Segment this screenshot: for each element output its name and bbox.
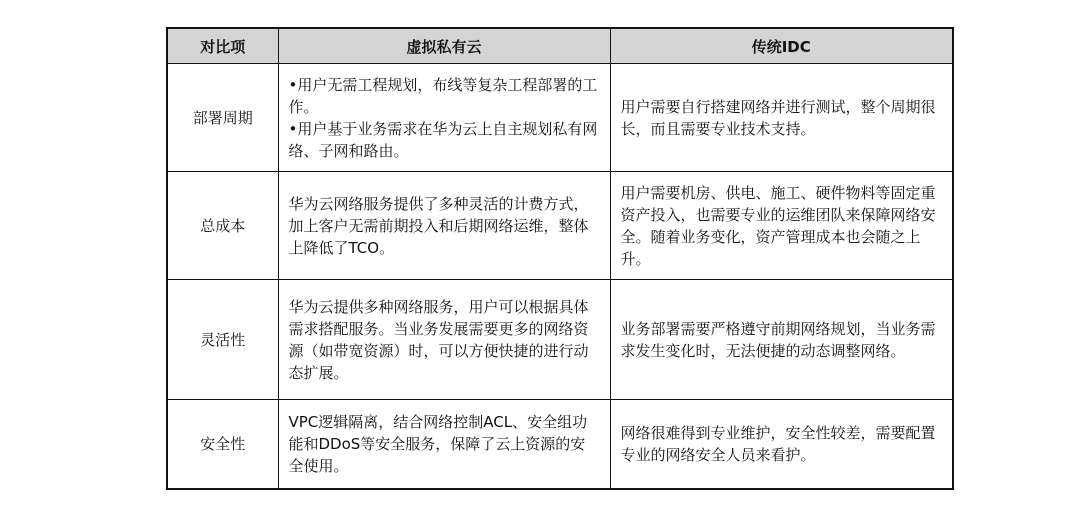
header-idc: 传统IDC xyxy=(610,28,953,64)
table-row xyxy=(167,172,953,280)
header-vpc: 虚拟私有云 xyxy=(278,28,610,64)
idc-cell: 用户需要自行搭建网络并进行测试，整个周期很长，而且需要专业技术支持。 xyxy=(610,64,953,172)
vpc-cell: 华为云网络服务提供了多种灵活的计费方式，加上客户无需前期投入和后期网络运维，整体上降低了TCO。 xyxy=(278,172,610,280)
comparison-table xyxy=(166,27,954,490)
table-row xyxy=(167,64,953,172)
idc-cell: 网络很难得到专业维护，安全性较差，需要配置专业的网络安全人员来看护。 xyxy=(610,400,953,490)
vpc-cell: VPC逻辑隔离，结合网络控制ACL、安全组功能和DDoS等安全服务，保障了云上资源的安全使用。 xyxy=(278,400,610,490)
header-item: 对比项 xyxy=(167,28,278,64)
vpc-bullet: •用户基于业务需求在华为云上自主规划私有网络、子网和路由。 xyxy=(288,119,598,160)
vpc-cell xyxy=(278,64,610,172)
vpc-bullet: •用户无需工程规划，布线等复杂工程部署的工作。 xyxy=(288,75,598,116)
table-row xyxy=(167,400,953,490)
row-label: 总成本 xyxy=(167,172,278,280)
row-label: 安全性 xyxy=(167,400,278,490)
idc-cell: 业务部署需要严格遵守前期网络规划，当业务需求发生变化时，无法便捷的动态调整网络。 xyxy=(610,280,953,400)
row-label: 部署周期 xyxy=(167,64,278,172)
idc-cell: 用户需要机房、供电、施工、硬件物料等固定重资产投入，也需要专业的运维团队来保障网络安全。随着业务变化，资产管理成本也会随之上升。 xyxy=(610,172,953,280)
row-label: 灵活性 xyxy=(167,280,278,400)
vpc-cell: 华为云提供多种网络服务，用户可以根据具体需求搭配服务。当业务发展需要更多的网络资源（如带宽资源）时，可以方便快捷的进行动态扩展。 xyxy=(278,280,610,400)
table-row xyxy=(167,280,953,400)
header-row xyxy=(167,28,953,64)
